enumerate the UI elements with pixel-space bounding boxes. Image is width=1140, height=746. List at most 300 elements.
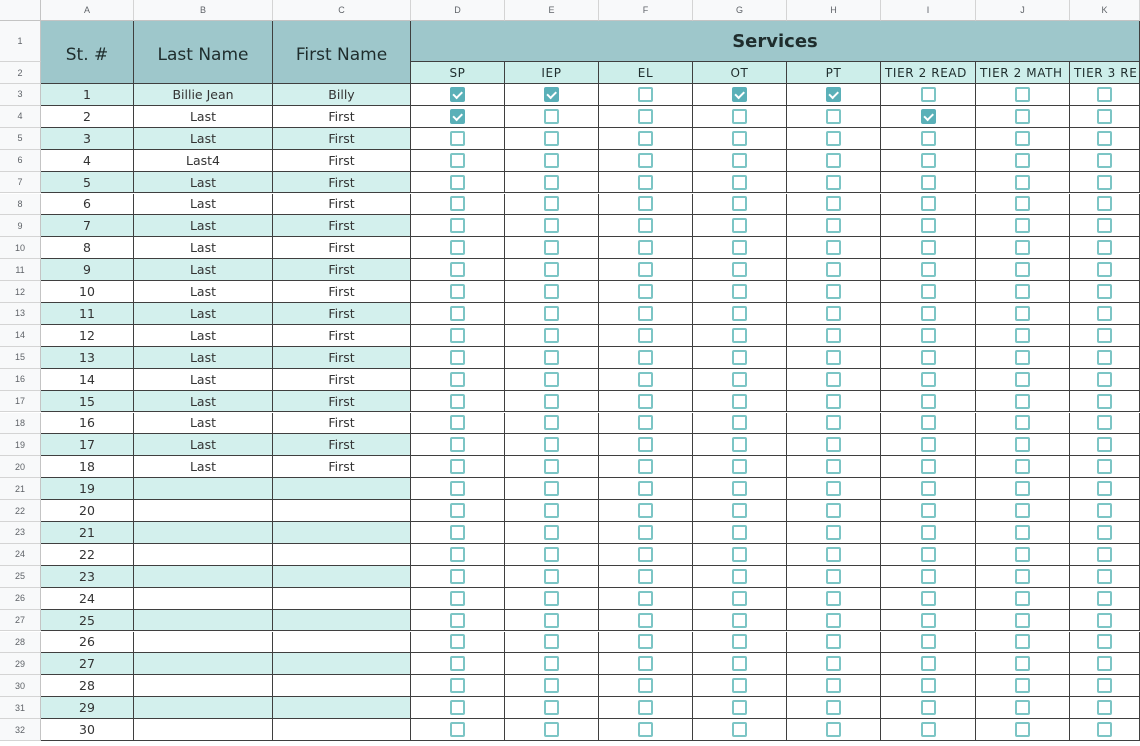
column-header-i[interactable]: I	[881, 0, 976, 21]
service-checkbox[interactable]	[544, 613, 559, 628]
last-name-cell[interactable]: Last	[134, 215, 273, 237]
service-cell[interactable]	[505, 588, 599, 610]
service-cell[interactable]	[599, 632, 693, 654]
row-header[interactable]: 7	[0, 172, 41, 194]
service-cell[interactable]	[599, 434, 693, 456]
service-cell[interactable]	[976, 150, 1070, 172]
service-cell[interactable]	[976, 106, 1070, 128]
service-checkbox[interactable]	[638, 437, 653, 452]
first-name-cell[interactable]: First	[273, 194, 411, 216]
service-cell[interactable]	[881, 697, 976, 719]
service-checkbox[interactable]	[826, 503, 841, 518]
service-cell[interactable]	[1070, 544, 1140, 566]
service-cell[interactable]	[693, 172, 787, 194]
last-name-cell[interactable]	[134, 719, 273, 741]
service-cell[interactable]	[411, 478, 505, 500]
service-cell[interactable]	[881, 653, 976, 675]
student-number-cell[interactable]: 29	[41, 697, 134, 719]
service-checkbox[interactable]	[450, 481, 465, 496]
service-checkbox[interactable]	[732, 328, 747, 343]
service-cell[interactable]	[787, 588, 881, 610]
service-cell[interactable]	[976, 456, 1070, 478]
service-checkbox[interactable]	[638, 328, 653, 343]
service-cell[interactable]	[411, 325, 505, 347]
service-cell[interactable]	[693, 84, 787, 106]
service-cell[interactable]	[976, 719, 1070, 741]
student-number-cell[interactable]: 26	[41, 632, 134, 654]
service-cell[interactable]	[411, 194, 505, 216]
service-cell[interactable]	[1070, 456, 1140, 478]
service-checkbox[interactable]	[1097, 350, 1112, 365]
service-checkbox[interactable]	[826, 569, 841, 584]
service-cell[interactable]	[787, 413, 881, 435]
service-checkbox[interactable]	[1015, 634, 1030, 649]
service-checkbox[interactable]	[921, 700, 936, 715]
service-cell[interactable]	[599, 675, 693, 697]
service-cell[interactable]	[505, 653, 599, 675]
service-cell[interactable]	[693, 653, 787, 675]
service-cell[interactable]	[976, 325, 1070, 347]
service-cell[interactable]	[599, 259, 693, 281]
service-checkbox[interactable]	[826, 481, 841, 496]
service-cell[interactable]	[505, 347, 599, 369]
service-checkbox[interactable]	[638, 131, 653, 146]
row-header[interactable]: 25	[0, 566, 41, 588]
service-checkbox[interactable]	[638, 306, 653, 321]
service-checkbox[interactable]	[1015, 613, 1030, 628]
last-name-cell[interactable]: Last	[134, 325, 273, 347]
service-checkbox[interactable]	[450, 328, 465, 343]
service-cell[interactable]	[881, 500, 976, 522]
service-cell[interactable]	[881, 106, 976, 128]
service-cell[interactable]	[599, 500, 693, 522]
service-cell[interactable]	[1070, 106, 1140, 128]
service-checkbox[interactable]	[1097, 634, 1112, 649]
service-cell[interactable]	[1070, 84, 1140, 106]
service-checkbox[interactable]	[450, 372, 465, 387]
student-number-cell[interactable]: 8	[41, 237, 134, 259]
service-cell[interactable]	[693, 697, 787, 719]
service-cell[interactable]	[787, 566, 881, 588]
first-name-cell[interactable]: First	[273, 325, 411, 347]
service-checkbox[interactable]	[732, 591, 747, 606]
first-name-cell[interactable]: First	[273, 456, 411, 478]
service-cell[interactable]	[1070, 675, 1140, 697]
service-cell[interactable]	[505, 281, 599, 303]
service-cell[interactable]	[787, 456, 881, 478]
service-cell[interactable]	[411, 719, 505, 741]
first-name-cell[interactable]	[273, 522, 411, 544]
service-checkbox[interactable]	[544, 481, 559, 496]
service-checkbox[interactable]	[1015, 525, 1030, 540]
service-cell[interactable]	[599, 653, 693, 675]
service-checkbox[interactable]	[544, 350, 559, 365]
service-cell[interactable]	[881, 391, 976, 413]
first-name-cell[interactable]	[273, 566, 411, 588]
service-cell[interactable]	[787, 391, 881, 413]
service-cell[interactable]	[881, 478, 976, 500]
service-cell[interactable]	[881, 259, 976, 281]
service-checkbox[interactable]	[544, 678, 559, 693]
service-checkbox[interactable]	[732, 131, 747, 146]
service-checkbox[interactable]	[638, 350, 653, 365]
service-cell[interactable]	[976, 522, 1070, 544]
service-checkbox[interactable]	[638, 87, 653, 102]
service-cell[interactable]	[599, 281, 693, 303]
service-cell[interactable]	[411, 675, 505, 697]
first-name-cell[interactable]: First	[273, 347, 411, 369]
service-cell[interactable]	[693, 610, 787, 632]
service-cell[interactable]	[693, 369, 787, 391]
service-checkbox[interactable]	[921, 394, 936, 409]
service-checkbox[interactable]	[544, 503, 559, 518]
last-name-cell[interactable]	[134, 478, 273, 500]
column-header-b[interactable]: B	[134, 0, 273, 21]
service-checkbox[interactable]	[544, 131, 559, 146]
student-number-cell[interactable]: 6	[41, 194, 134, 216]
row-header[interactable]: 6	[0, 150, 41, 172]
row-header[interactable]: 24	[0, 544, 41, 566]
service-checkbox[interactable]	[450, 109, 465, 124]
student-number-cell[interactable]: 24	[41, 588, 134, 610]
service-cell[interactable]	[505, 391, 599, 413]
service-checkbox[interactable]	[921, 503, 936, 518]
service-cell[interactable]	[787, 150, 881, 172]
service-cell[interactable]	[693, 434, 787, 456]
student-number-cell[interactable]: 10	[41, 281, 134, 303]
service-checkbox[interactable]	[1015, 678, 1030, 693]
service-checkbox[interactable]	[544, 284, 559, 299]
service-checkbox[interactable]	[732, 613, 747, 628]
service-cell[interactable]	[1070, 281, 1140, 303]
service-cell[interactable]	[693, 522, 787, 544]
service-checkbox[interactable]	[544, 394, 559, 409]
first-name-cell[interactable]: First	[273, 172, 411, 194]
service-checkbox[interactable]	[1015, 394, 1030, 409]
service-checkbox[interactable]	[921, 459, 936, 474]
column-header-j[interactable]: J	[976, 0, 1070, 21]
service-checkbox[interactable]	[1015, 481, 1030, 496]
service-checkbox[interactable]	[921, 306, 936, 321]
row-header[interactable]: 16	[0, 369, 41, 391]
service-cell[interactable]	[693, 478, 787, 500]
service-checkbox[interactable]	[450, 722, 465, 737]
service-checkbox[interactable]	[732, 525, 747, 540]
service-checkbox[interactable]	[544, 700, 559, 715]
service-cell[interactable]	[881, 84, 976, 106]
service-cell[interactable]	[505, 325, 599, 347]
service-cell[interactable]	[787, 478, 881, 500]
service-cell[interactable]	[787, 522, 881, 544]
first-name-cell[interactable]: First	[273, 369, 411, 391]
service-cell[interactable]	[787, 653, 881, 675]
service-cell[interactable]	[505, 259, 599, 281]
row-header[interactable]: 27	[0, 610, 41, 632]
service-checkbox[interactable]	[1015, 656, 1030, 671]
service-cell[interactable]	[787, 84, 881, 106]
row-header[interactable]: 19	[0, 434, 41, 456]
service-checkbox[interactable]	[450, 547, 465, 562]
row-header[interactable]: 15	[0, 347, 41, 369]
service-cell[interactable]	[693, 303, 787, 325]
service-checkbox[interactable]	[732, 153, 747, 168]
last-name-cell[interactable]: Last	[134, 172, 273, 194]
service-checkbox[interactable]	[1097, 262, 1112, 277]
last-name-cell[interactable]: Last	[134, 391, 273, 413]
service-cell[interactable]	[1070, 325, 1140, 347]
service-cell[interactable]	[411, 303, 505, 325]
service-cell[interactable]	[787, 610, 881, 632]
service-cell[interactable]	[599, 172, 693, 194]
service-checkbox[interactable]	[921, 591, 936, 606]
first-name-cell[interactable]	[273, 675, 411, 697]
student-number-cell[interactable]: 16	[41, 413, 134, 435]
service-cell[interactable]	[1070, 478, 1140, 500]
service-cell[interactable]	[505, 194, 599, 216]
service-checkbox[interactable]	[826, 262, 841, 277]
service-cell[interactable]	[1070, 434, 1140, 456]
row-header[interactable]: 2	[0, 62, 41, 84]
service-checkbox[interactable]	[732, 175, 747, 190]
service-checkbox[interactable]	[732, 481, 747, 496]
service-checkbox[interactable]	[1015, 328, 1030, 343]
service-checkbox[interactable]	[544, 547, 559, 562]
first-name-cell[interactable]	[273, 610, 411, 632]
service-cell[interactable]	[881, 369, 976, 391]
last-name-cell[interactable]: Last4	[134, 150, 273, 172]
service-checkbox[interactable]	[1097, 306, 1112, 321]
service-checkbox[interactable]	[1097, 153, 1112, 168]
last-name-cell[interactable]	[134, 632, 273, 654]
service-checkbox[interactable]	[450, 569, 465, 584]
service-cell[interactable]	[976, 281, 1070, 303]
service-checkbox[interactable]	[638, 722, 653, 737]
service-cell[interactable]	[787, 632, 881, 654]
service-cell[interactable]	[505, 675, 599, 697]
service-cell[interactable]	[1070, 194, 1140, 216]
service-cell[interactable]	[881, 237, 976, 259]
row-header[interactable]: 31	[0, 697, 41, 719]
service-checkbox[interactable]	[1097, 328, 1112, 343]
service-cell[interactable]	[787, 215, 881, 237]
service-cell[interactable]	[693, 588, 787, 610]
service-cell[interactable]	[505, 566, 599, 588]
first-name-cell[interactable]	[273, 588, 411, 610]
service-checkbox[interactable]	[921, 437, 936, 452]
service-cell[interactable]	[599, 413, 693, 435]
service-checkbox[interactable]	[921, 722, 936, 737]
service-cell[interactable]	[881, 522, 976, 544]
service-cell[interactable]	[505, 128, 599, 150]
service-cell[interactable]	[411, 172, 505, 194]
service-checkbox[interactable]	[450, 262, 465, 277]
service-checkbox[interactable]	[1097, 240, 1112, 255]
service-cell[interactable]	[976, 84, 1070, 106]
row-header[interactable]: 29	[0, 653, 41, 675]
service-checkbox[interactable]	[826, 372, 841, 387]
service-cell[interactable]	[599, 719, 693, 741]
service-cell[interactable]	[976, 610, 1070, 632]
service-checkbox[interactable]	[732, 350, 747, 365]
service-checkbox[interactable]	[544, 109, 559, 124]
service-checkbox[interactable]	[1097, 503, 1112, 518]
service-cell[interactable]	[505, 413, 599, 435]
service-cell[interactable]	[881, 347, 976, 369]
service-checkbox[interactable]	[1097, 372, 1112, 387]
last-name-cell[interactable]	[134, 566, 273, 588]
first-name-cell[interactable]: First	[273, 106, 411, 128]
student-number-cell[interactable]: 5	[41, 172, 134, 194]
service-cell[interactable]	[411, 281, 505, 303]
service-checkbox[interactable]	[732, 656, 747, 671]
service-cell[interactable]	[881, 566, 976, 588]
service-checkbox[interactable]	[826, 394, 841, 409]
service-checkbox[interactable]	[921, 656, 936, 671]
service-checkbox[interactable]	[921, 547, 936, 562]
service-cell[interactable]	[1070, 259, 1140, 281]
service-checkbox[interactable]	[450, 196, 465, 211]
service-checkbox[interactable]	[732, 306, 747, 321]
student-number-cell[interactable]: 25	[41, 610, 134, 632]
service-cell[interactable]	[693, 632, 787, 654]
service-cell[interactable]	[881, 413, 976, 435]
service-cell[interactable]	[693, 675, 787, 697]
service-checkbox[interactable]	[1097, 678, 1112, 693]
service-checkbox[interactable]	[1015, 284, 1030, 299]
service-cell[interactable]	[787, 237, 881, 259]
service-checkbox[interactable]	[1015, 437, 1030, 452]
service-checkbox[interactable]	[638, 569, 653, 584]
service-checkbox[interactable]	[450, 678, 465, 693]
service-checkbox[interactable]	[1015, 87, 1030, 102]
service-checkbox[interactable]	[921, 175, 936, 190]
service-checkbox[interactable]	[826, 328, 841, 343]
last-name-cell[interactable]: Last	[134, 194, 273, 216]
service-cell[interactable]	[976, 128, 1070, 150]
column-header-d[interactable]: D	[411, 0, 505, 21]
service-cell[interactable]	[693, 150, 787, 172]
service-cell[interactable]	[505, 369, 599, 391]
student-number-cell[interactable]: 14	[41, 369, 134, 391]
service-checkbox[interactable]	[638, 153, 653, 168]
service-cell[interactable]	[599, 237, 693, 259]
service-cell[interactable]	[411, 522, 505, 544]
service-cell[interactable]	[787, 106, 881, 128]
last-name-cell[interactable]	[134, 544, 273, 566]
service-checkbox[interactable]	[450, 634, 465, 649]
service-checkbox[interactable]	[826, 196, 841, 211]
service-cell[interactable]	[693, 719, 787, 741]
first-name-cell[interactable]: First	[273, 434, 411, 456]
service-cell[interactable]	[881, 150, 976, 172]
service-checkbox[interactable]	[732, 547, 747, 562]
service-checkbox[interactable]	[732, 284, 747, 299]
service-checkbox[interactable]	[1097, 437, 1112, 452]
row-header[interactable]: 13	[0, 303, 41, 325]
service-checkbox[interactable]	[921, 262, 936, 277]
service-cell[interactable]	[1070, 632, 1140, 654]
service-checkbox[interactable]	[544, 722, 559, 737]
service-checkbox[interactable]	[732, 240, 747, 255]
service-checkbox[interactable]	[921, 481, 936, 496]
service-cell[interactable]	[599, 544, 693, 566]
service-cell[interactable]	[505, 303, 599, 325]
row-header[interactable]: 20	[0, 456, 41, 478]
service-cell[interactable]	[411, 215, 505, 237]
service-checkbox[interactable]	[1097, 175, 1112, 190]
service-cell[interactable]	[787, 544, 881, 566]
row-header[interactable]: 8	[0, 194, 41, 216]
service-cell[interactable]	[505, 544, 599, 566]
service-checkbox[interactable]	[921, 372, 936, 387]
service-checkbox[interactable]	[1097, 394, 1112, 409]
service-checkbox[interactable]	[826, 459, 841, 474]
service-checkbox[interactable]	[638, 459, 653, 474]
service-cell[interactable]	[787, 128, 881, 150]
service-checkbox[interactable]	[1015, 415, 1030, 430]
service-checkbox[interactable]	[921, 350, 936, 365]
service-cell[interactable]	[1070, 588, 1140, 610]
service-cell[interactable]	[693, 413, 787, 435]
service-checkbox[interactable]	[826, 415, 841, 430]
service-cell[interactable]	[881, 303, 976, 325]
service-checkbox[interactable]	[826, 547, 841, 562]
service-cell[interactable]	[881, 675, 976, 697]
service-checkbox[interactable]	[826, 437, 841, 452]
service-cell[interactable]	[693, 259, 787, 281]
row-header[interactable]: 28	[0, 632, 41, 654]
service-checkbox[interactable]	[826, 591, 841, 606]
last-name-cell[interactable]: Last	[134, 106, 273, 128]
service-cell[interactable]	[505, 434, 599, 456]
first-name-cell[interactable]: First	[273, 413, 411, 435]
service-checkbox[interactable]	[732, 415, 747, 430]
service-cell[interactable]	[976, 434, 1070, 456]
service-cell[interactable]	[976, 653, 1070, 675]
service-checkbox[interactable]	[450, 240, 465, 255]
service-cell[interactable]	[881, 281, 976, 303]
row-header[interactable]: 10	[0, 237, 41, 259]
service-cell[interactable]	[505, 478, 599, 500]
service-checkbox[interactable]	[826, 722, 841, 737]
service-checkbox[interactable]	[1015, 175, 1030, 190]
service-cell[interactable]	[693, 237, 787, 259]
service-cell[interactable]	[505, 456, 599, 478]
service-checkbox[interactable]	[826, 678, 841, 693]
service-cell[interactable]	[411, 84, 505, 106]
service-checkbox[interactable]	[732, 218, 747, 233]
service-checkbox[interactable]	[1015, 196, 1030, 211]
service-cell[interactable]	[411, 434, 505, 456]
service-checkbox[interactable]	[450, 306, 465, 321]
service-checkbox[interactable]	[732, 459, 747, 474]
student-number-cell[interactable]: 23	[41, 566, 134, 588]
service-checkbox[interactable]	[544, 591, 559, 606]
service-checkbox[interactable]	[638, 613, 653, 628]
service-checkbox[interactable]	[921, 328, 936, 343]
service-checkbox[interactable]	[638, 175, 653, 190]
service-checkbox[interactable]	[638, 284, 653, 299]
service-checkbox[interactable]	[1097, 284, 1112, 299]
service-checkbox[interactable]	[544, 634, 559, 649]
service-cell[interactable]	[411, 500, 505, 522]
service-cell[interactable]	[599, 697, 693, 719]
service-checkbox[interactable]	[1097, 415, 1112, 430]
service-checkbox[interactable]	[638, 218, 653, 233]
service-cell[interactable]	[599, 369, 693, 391]
service-cell[interactable]	[505, 610, 599, 632]
column-header-g[interactable]: G	[693, 0, 787, 21]
